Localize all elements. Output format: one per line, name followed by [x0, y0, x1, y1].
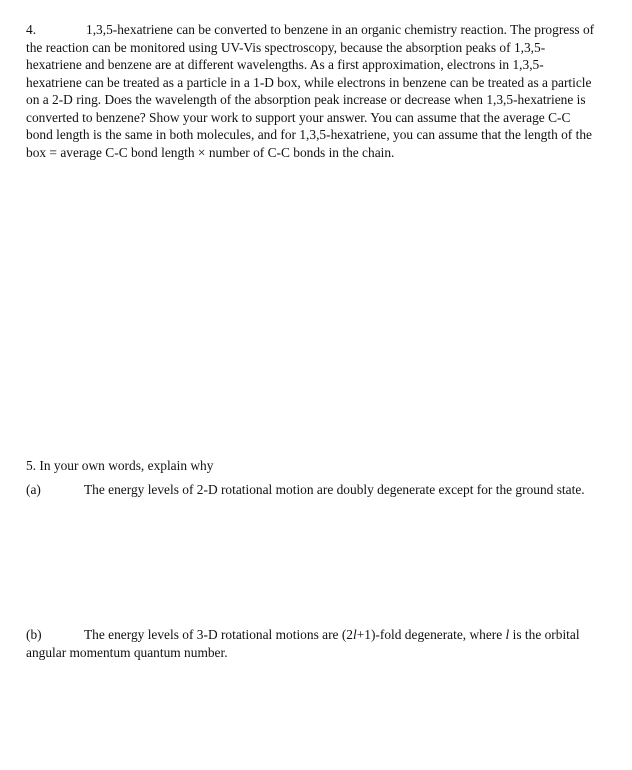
question-4-line-8: box = average C-C bond length × number of C-C bonds in the chain.	[26, 144, 395, 160]
question-4-number: 4.	[26, 22, 37, 37]
l-symbol-2: l	[505, 627, 510, 642]
part-b-text-after: is the orbital	[509, 627, 580, 642]
part-b-text-before: The energy levels of 3-D rotational motions are (2	[84, 627, 353, 642]
part-a-text: The energy levels of 2-D rotational motion are doubly degenerate except for the ground state.	[84, 482, 585, 497]
part-b-text-middle: +1)-fold degenerate, where	[356, 627, 506, 642]
question-5-intro: 5. In your own words, explain why	[26, 458, 214, 473]
question-4-line-5: on a 2-D ring. Does the wavelength of the absorption peak increase or decrease when 1,3,5-hexatriene is	[26, 92, 586, 107]
question-4-line-2: the reaction can be monitored using UV-Vis spectroscopy, because the absorption peaks of 1,3,5-	[26, 39, 546, 55]
question-4-line-3: hexatriene and benzene are at different wavelengths. As a first approximation, electrons in 1,3,5-	[26, 57, 544, 72]
part-b-line-2: angular momentum quantum number.	[26, 644, 228, 660]
question-4-line-4: hexatriene can be treated as a particle in a 1-D box, while electrons in benzene can be treated as a particle	[26, 74, 592, 90]
question-4-line-1: 1,3,5-hexatriene can be converted to benzene in an organic chemistry reaction. The progress of	[86, 22, 595, 37]
part-a-label: (a)	[26, 482, 41, 497]
question-4-line-6: converted to benzene? Show your work to support your answer. You can assume that the average C-C	[26, 109, 571, 125]
part-b-label: (b)	[26, 627, 42, 642]
question-4-line-7: bond length is the same in both molecules, and for 1,3,5-hexatriene, you can assume that the length of the	[26, 127, 592, 142]
l-symbol: l	[352, 627, 357, 642]
part-b-text	[84, 626, 580, 643]
